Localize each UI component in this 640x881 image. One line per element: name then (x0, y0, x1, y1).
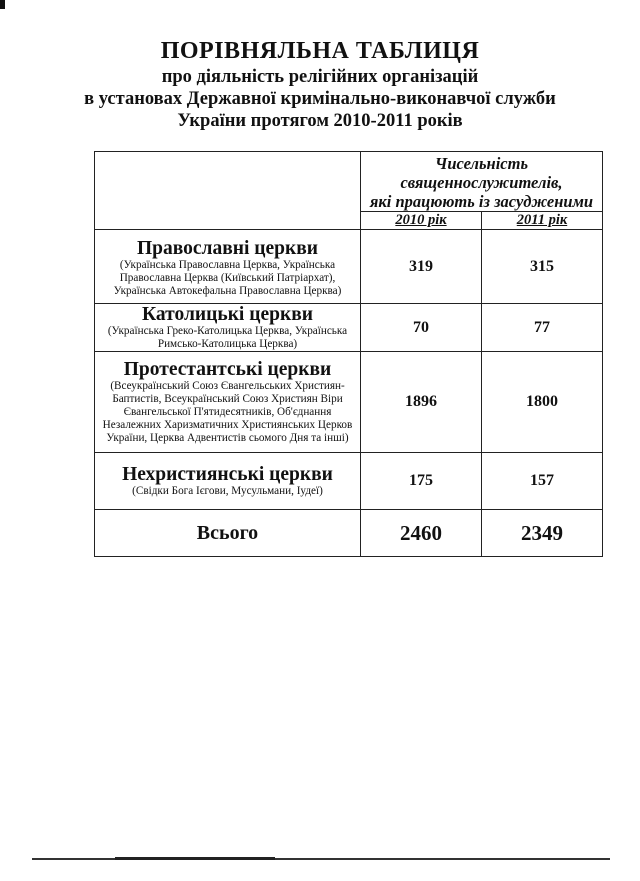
document-subtitle-line-1: про діяльність релігійних організацій (161, 67, 479, 87)
church-name-cell (95, 352, 361, 453)
church-name-cell (95, 230, 361, 304)
table-header-row (95, 152, 603, 212)
total-2010: 2460 (361, 510, 482, 557)
value-2010: 175 (361, 453, 482, 510)
church-name: Католицькі церкви (142, 304, 313, 325)
table-row (95, 230, 603, 304)
church-name: Нехристиянські церкви (122, 464, 333, 485)
church-name-cell (95, 304, 361, 352)
table-total-row (95, 510, 603, 557)
church-description: (Всеукраїнський Союз Євангельських Християн-Баптистів, Всеукраїнський Союз Християн Віри Євангельської П'ятидесятників, Об'єднання Незалежних Харизматичних Християнських Церков України, Церква Адвентистів сьомого Дня та інші) (102, 380, 353, 444)
year-2010-header: 2010 рік (361, 212, 482, 230)
value-2011: 315 (482, 230, 603, 304)
document-subtitle-line-3: України протягом 2010-2011 років (177, 111, 463, 131)
value-2011: 1800 (482, 352, 603, 453)
value-2011: 77 (482, 304, 603, 352)
scan-corner-mark (0, 0, 5, 9)
table-row (95, 453, 603, 510)
footer-rule-accent (115, 857, 275, 860)
church-name: Православні церкви (136, 237, 319, 259)
value-2010: 1896 (361, 352, 482, 453)
year-2011-header: 2011 рік (482, 212, 603, 230)
value-2010: 319 (361, 230, 482, 304)
table-row (95, 304, 603, 352)
church-description: (Українська Греко-Католицька Церква, Українська Римсько-Католицька Церква) (107, 325, 348, 350)
count-caption-line-2: священнослужителів, (400, 173, 563, 192)
count-caption-line-1: Чисельність (435, 154, 528, 173)
value-2011: 157 (482, 453, 603, 510)
count-caption-line-3: які працюють із засудженими (369, 192, 594, 211)
header-empty-cell (95, 152, 361, 230)
church-description: (Свідки Бога Ієгови, Мусульмани, Іудеї) (132, 485, 323, 497)
document-subtitle-line-2: в установах Державної кримінально-виконавчої служби (84, 89, 556, 109)
comparison-table (94, 151, 603, 557)
total-label: Всього (95, 510, 361, 557)
total-2011: 2349 (482, 510, 603, 557)
document-title: ПОРІВНЯЛЬНА ТАБЛИЦЯ (160, 38, 480, 64)
church-name: Протестантські церкви (123, 359, 332, 380)
table-row (95, 352, 603, 453)
header-count-caption (361, 152, 603, 212)
value-2010: 70 (361, 304, 482, 352)
church-name-cell (95, 453, 361, 510)
church-description: (Українська Православна Церква, Українська Православна Церква (Київський Патріархат), Українська Автокефальна Православна Церква) (113, 258, 342, 297)
